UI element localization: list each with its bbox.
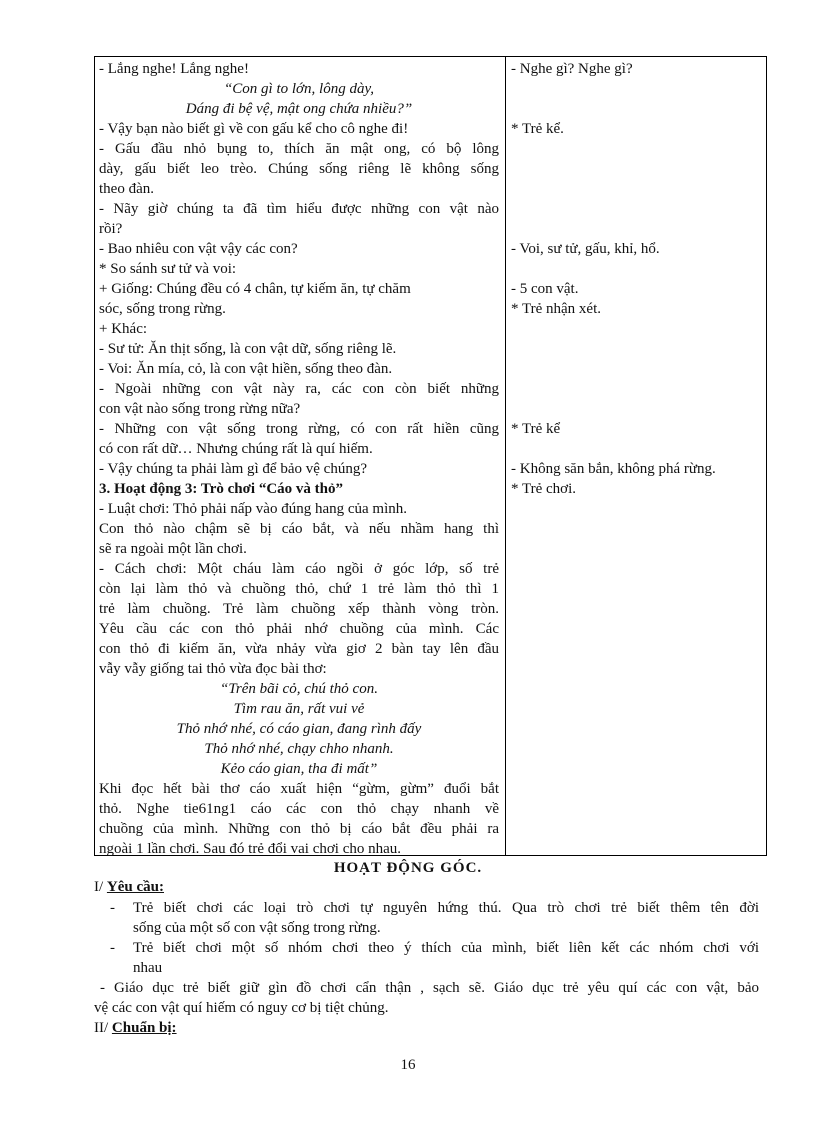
left-line: dày, gấu biết leo trèo. Chúng sống riêng lẽ không sống	[99, 161, 499, 177]
right-line: - Voi, sư tử, gấu, khỉ, hổ.	[511, 241, 660, 257]
left-line: + Giống: Chúng đều có 4 chân, tự kiếm ăn, tự chăm	[99, 281, 411, 297]
left-line: Yêu cầu các con thỏ phải nhớ chuồng của mình. Các	[99, 621, 499, 637]
right-line: - Không săn bắn, không phá rừng.	[511, 461, 716, 477]
left-line: - Cách chơi: Một cháu làm cáo ngồi ở góc lớp, số trẻ	[99, 561, 499, 577]
left-line: - Ngoài những con vật này ra, các con còn biết những	[99, 381, 499, 397]
poem-line: Tìm rau ăn, rất vui vẻ	[233, 701, 365, 717]
left-line: sóc, sống trong rừng.	[99, 301, 226, 317]
left-line: - Sư tử: Ăn thịt sống, là con vật dữ, sống riêng lẽ.	[99, 341, 397, 357]
left-line: * So sánh sư tử và voi:	[99, 261, 237, 277]
left-line: còn lại làm thỏ và chuồng thỏ, chứ 1 trẻ làm thỏ thì 1	[99, 581, 499, 597]
page-number: 16	[400, 1057, 416, 1073]
left-line: trẻ làm chuồng. Trẻ làm chuồng xếp thành vòng tròn.	[99, 601, 499, 617]
requirements-title	[94, 877, 164, 897]
left-line: có con rất dữ… Nhưng chúng rất là quí hiếm.	[99, 441, 373, 457]
right-line: * Trẻ chơi.	[511, 481, 577, 497]
bullet-text: Trẻ biết chơi các loại trò chơi tự nguyên hứng thú. Qua trò chơi trẻ biết thêm tên đời	[133, 900, 759, 916]
left-line: rồi?	[99, 221, 123, 237]
left-line: con thỏ đi kiếm ăn, vừa nhảy vừa giơ 2 bàn tay lên đầu	[99, 641, 499, 657]
requirements-prefix: I/	[94, 879, 104, 895]
left-line: + Khác:	[99, 321, 148, 337]
left-line: theo đàn.	[99, 181, 154, 197]
preparation-label: Chuẩn bị:	[111, 1020, 177, 1036]
column-divider	[505, 57, 506, 855]
riddle-line: Dáng đi bệ vệ, mật ong chứa nhiều?”	[185, 101, 413, 117]
right-line: * Trẻ kể	[511, 421, 561, 437]
poem-line: Thỏ nhớ nhé, có cáo gian, đang rình đấy	[176, 721, 422, 737]
left-line: - Luật chơi: Thỏ phải nấp vào đúng hang của mình.	[99, 501, 407, 517]
right-line: * Trẻ nhận xét.	[511, 301, 601, 317]
riddle-line: “Con gì to lớn, lông dày,	[223, 81, 375, 97]
preparation-title	[94, 1018, 177, 1038]
left-line: thỏ. Nghe tie61ng1 cáo các con thỏ chạy nhanh về	[99, 801, 499, 817]
preparation-prefix: II/	[94, 1020, 109, 1036]
left-line: - Vậy chúng ta phải làm gì để bảo vệ chúng?	[99, 461, 367, 477]
education-text: - Giáo dục trẻ biết giữ gìn đồ chơi cẩn thận , sạch sẽ. Giáo dục trẻ yêu quí các con vật, bảo	[100, 980, 759, 996]
left-line: - Bao nhiêu con vật vậy các con?	[99, 241, 298, 257]
left-line: - Những con vật sống trong rừng, có con rất hiền cũng	[99, 421, 499, 437]
bullet-dash: -	[110, 900, 115, 916]
left-line: - Lắng nghe! Lắng nghe!	[99, 61, 249, 77]
bullet-text: nhau	[133, 960, 163, 976]
left-line: - Voi: Ăn mía, cỏ, là con vật hiền, sống theo đàn.	[99, 361, 393, 377]
left-line: chuồng của mình. Những con thỏ bị cáo bắt đều phải ra	[99, 821, 499, 837]
left-line: vẫy vẫy giống tai thỏ vừa đọc bài thơ:	[99, 661, 327, 677]
poem-line: Thỏ nhớ nhé, chạy chho nhanh.	[204, 741, 394, 757]
left-line: con vật nào sống trong rừng nữa?	[99, 401, 301, 417]
activity-3-heading: 3. Hoạt động 3: Trò chơi “Cáo và thỏ”	[99, 481, 344, 497]
right-line: - 5 con vật.	[511, 281, 579, 297]
activity-table	[94, 56, 767, 856]
education-text: vệ các con vật quí hiếm có nguy cơ bị tiệt chủng.	[94, 1000, 389, 1016]
right-line: - Nghe gì? Nghe gì?	[511, 61, 633, 77]
left-line: ngoài 1 lần chơi. Sau đó trẻ đổi vai chơi cho nhau.	[99, 841, 402, 857]
left-line: sẽ ra ngoài một lần chơi.	[99, 541, 247, 557]
left-line: - Vậy bạn nào biết gì về con gấu kể cho cô nghe đi!	[99, 121, 409, 137]
bullet-dash: -	[110, 940, 115, 956]
section-heading: HOẠT ĐỘNG GÓC.	[333, 860, 483, 876]
left-line: Khi đọc hết bài thơ cáo xuất hiện “gừm, gừm” đuổi bắt	[99, 781, 499, 797]
left-line: - Nãy giờ chúng ta đã tìm hiểu được những con vật nào	[99, 201, 499, 217]
bullet-text: sống của một số con vật sống trong rừng.	[133, 920, 381, 936]
poem-line: “Trên bãi cỏ, chú thỏ con.	[220, 681, 378, 697]
right-line: * Trẻ kể.	[511, 121, 564, 137]
left-line: Con thỏ nào chậm sẽ bị cáo bắt, và nếu nhầm hang thì	[99, 521, 499, 537]
left-line: - Gấu đầu nhỏ bụng to, thích ăn mật ong, có bộ lông	[99, 141, 499, 157]
bullet-text: Trẻ biết chơi một số nhóm chơi theo ý thích của mình, biết liên kết các nhóm chơi với	[133, 940, 759, 956]
requirements-label: Yêu cầu:	[106, 879, 164, 895]
poem-line: Kẻo cáo gian, tha đi mất”	[220, 761, 378, 777]
